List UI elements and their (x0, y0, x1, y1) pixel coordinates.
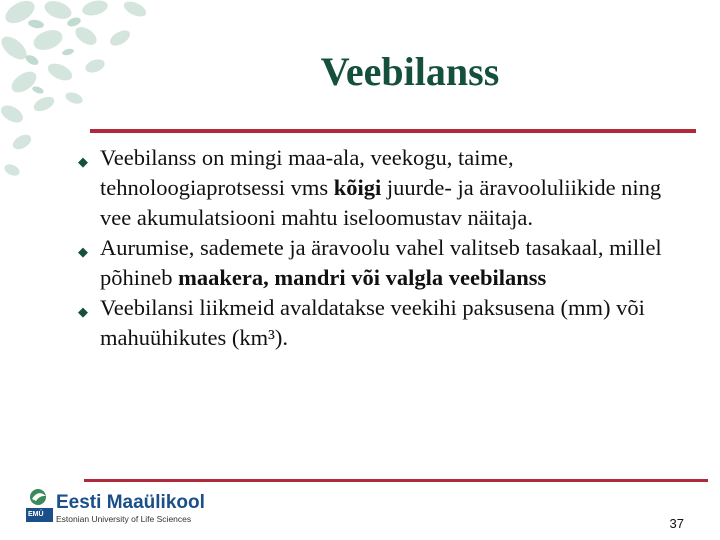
emu-logo-icon (26, 487, 54, 525)
slide-title: Veebilanss (320, 49, 500, 94)
bullet-text: Aurumise, sademete ja äravoolu vahel valitseb tasakaal, millel põhineb (100, 235, 662, 290)
bullet-diamond-icon: ◆ (78, 154, 88, 169)
bullet-diamond-icon: ◆ (78, 244, 88, 259)
bullet-item (76, 293, 696, 353)
bullet-list (76, 143, 696, 353)
bullet-text: Veebilansi liikmeid avaldatakse veekihi paksusena (mm) või mahuühikutes (km³). (100, 295, 645, 350)
page-number: 37 (669, 516, 684, 531)
university-logo (26, 487, 266, 527)
bullet-text: Veebilanss on mingi maa-ala, veekogu, taime, tehnoloogiaprotsessi vms (100, 145, 514, 200)
logo-subtitle: Estonian University of Life Sciences (56, 514, 192, 524)
bullet-emphasis: kõigi (333, 175, 382, 200)
bullet-diamond-icon: ◆ (78, 304, 88, 319)
bullet-emphasis: maakera, mandri või valgla veebilanss (178, 265, 547, 290)
logo-abbr: EMÜ (28, 511, 44, 518)
logo-name: Eesti Maaülikool (56, 492, 205, 513)
title-divider (90, 129, 696, 133)
footer-divider (84, 479, 708, 482)
bullet-item (76, 233, 696, 293)
bullet-item (76, 143, 696, 233)
bullet-text: juurde- ja äravooluliikide ning vee akumulatsiooni mahtu iseloomustav näitaja. (100, 175, 662, 230)
